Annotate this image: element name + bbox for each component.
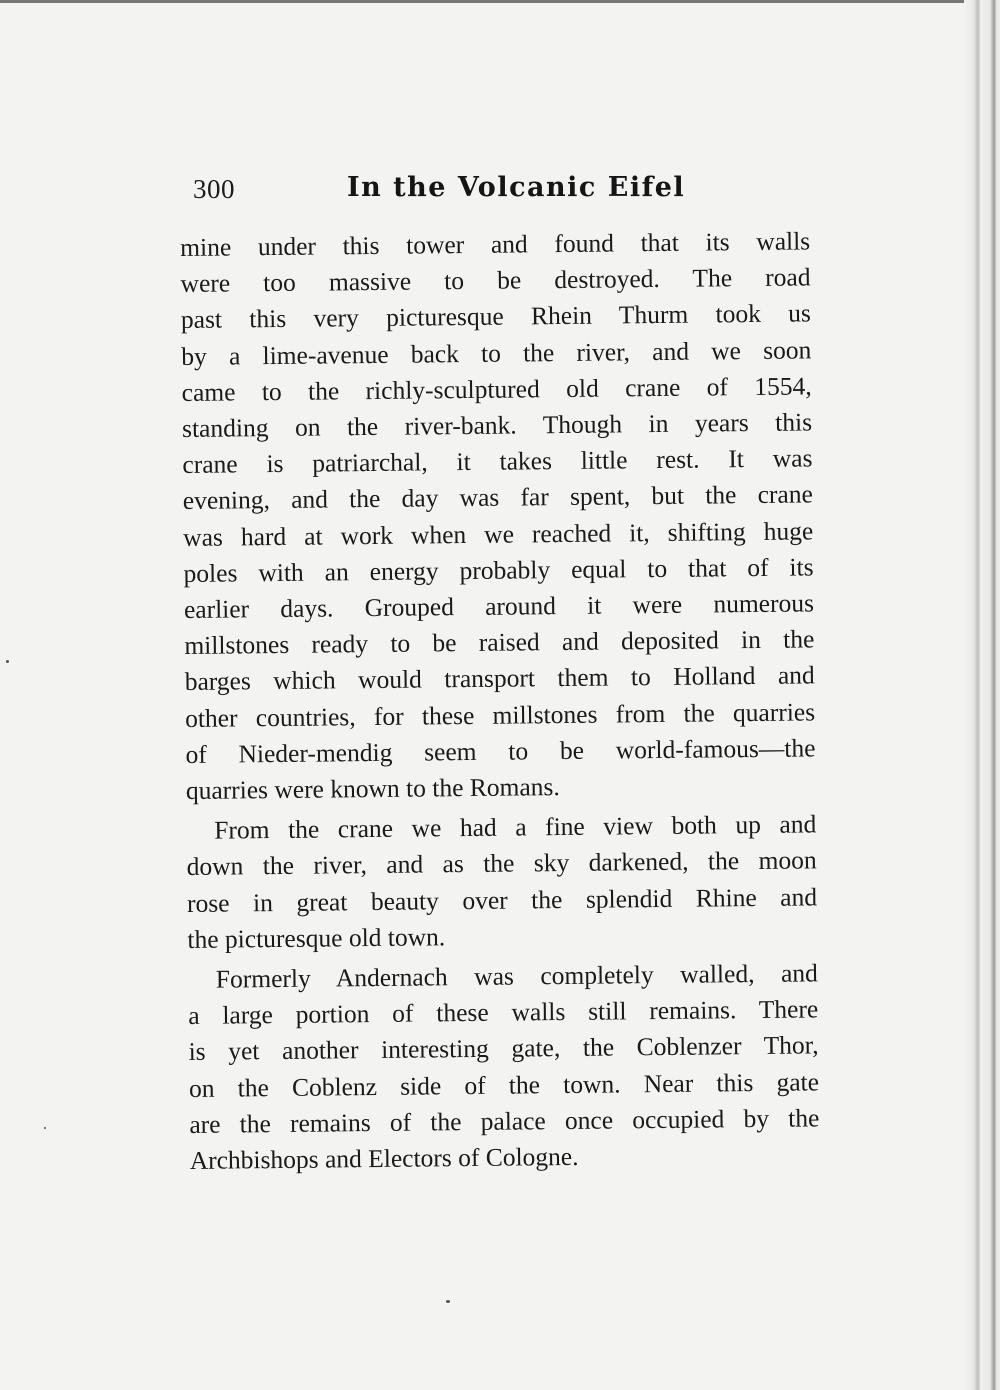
text-line: other countries, for these millstones from the quarries	[184, 697, 816, 733]
text-line: crane is patriarchal, it takes little rest. It was	[182, 443, 813, 480]
paragraph-2	[186, 807, 817, 958]
text-line: Formerly Andernach was completely walled, and	[215, 958, 818, 994]
text-line: past this very picturesque Rhein Thurm took us	[180, 298, 812, 335]
paragraph-1	[180, 223, 816, 809]
text-line: were too massive to be destroyed. The road	[180, 262, 811, 299]
page-number: 300	[193, 174, 235, 204]
page-gutter-edge	[964, 0, 1000, 1390]
text-line: was hard at work when we reached it, shifting huge	[183, 516, 814, 552]
text-line: are the remains of the palace once occupied by the	[189, 1103, 820, 1139]
text-line: earlier days. Grouped around it were numerous	[183, 588, 815, 625]
book-title: In the Volcanic Eifel	[347, 172, 686, 203]
paragraph-3	[188, 955, 820, 1179]
text-line: From the crane we had a fine view both up and	[214, 809, 817, 845]
running-head	[193, 172, 686, 212]
text-line: on the Coblenz side of the town. Near this gate	[188, 1067, 820, 1103]
text-line: came to the richly-sculptured old crane of 1554,	[181, 371, 812, 407]
text-line: down the river, and as the sky darkened, the moon	[186, 845, 817, 882]
scan-top-edge	[0, 0, 1000, 3]
text-line: millstones ready to be raised and deposited in the	[184, 624, 815, 661]
text-line: is yet another interesting gate, the Coblenzer Thor,	[188, 1030, 819, 1067]
scan-speck	[446, 1300, 450, 1303]
text-line: by a lime-avenue back to the river, and we soon	[181, 335, 812, 371]
text-line: quarries were known to the Romans.	[185, 772, 560, 806]
body-text	[180, 223, 820, 1179]
text-line: standing on the river-bank. Though in years this	[181, 407, 813, 444]
text-line: poles with an energy probably equal to that of its	[183, 552, 814, 588]
scan-speck	[6, 660, 9, 663]
text-line: the picturesque old town.	[187, 922, 446, 954]
text-line: mine under this tower and found that its walls	[180, 226, 811, 262]
text-line: of Nieder-mendig seem to be world-famous—the	[185, 733, 816, 769]
text-line: a large portion of these walls still remains. There	[188, 994, 819, 1031]
text-line: rose in great beauty over the splendid Rhine and	[186, 882, 818, 918]
text-line: barges which would transport them to Holland and	[184, 660, 815, 697]
scan-speck	[44, 1127, 46, 1129]
text-line: evening, and the day was far spent, but the crane	[182, 479, 813, 516]
text-line: Archbishops and Electors of Cologne.	[189, 1141, 579, 1176]
